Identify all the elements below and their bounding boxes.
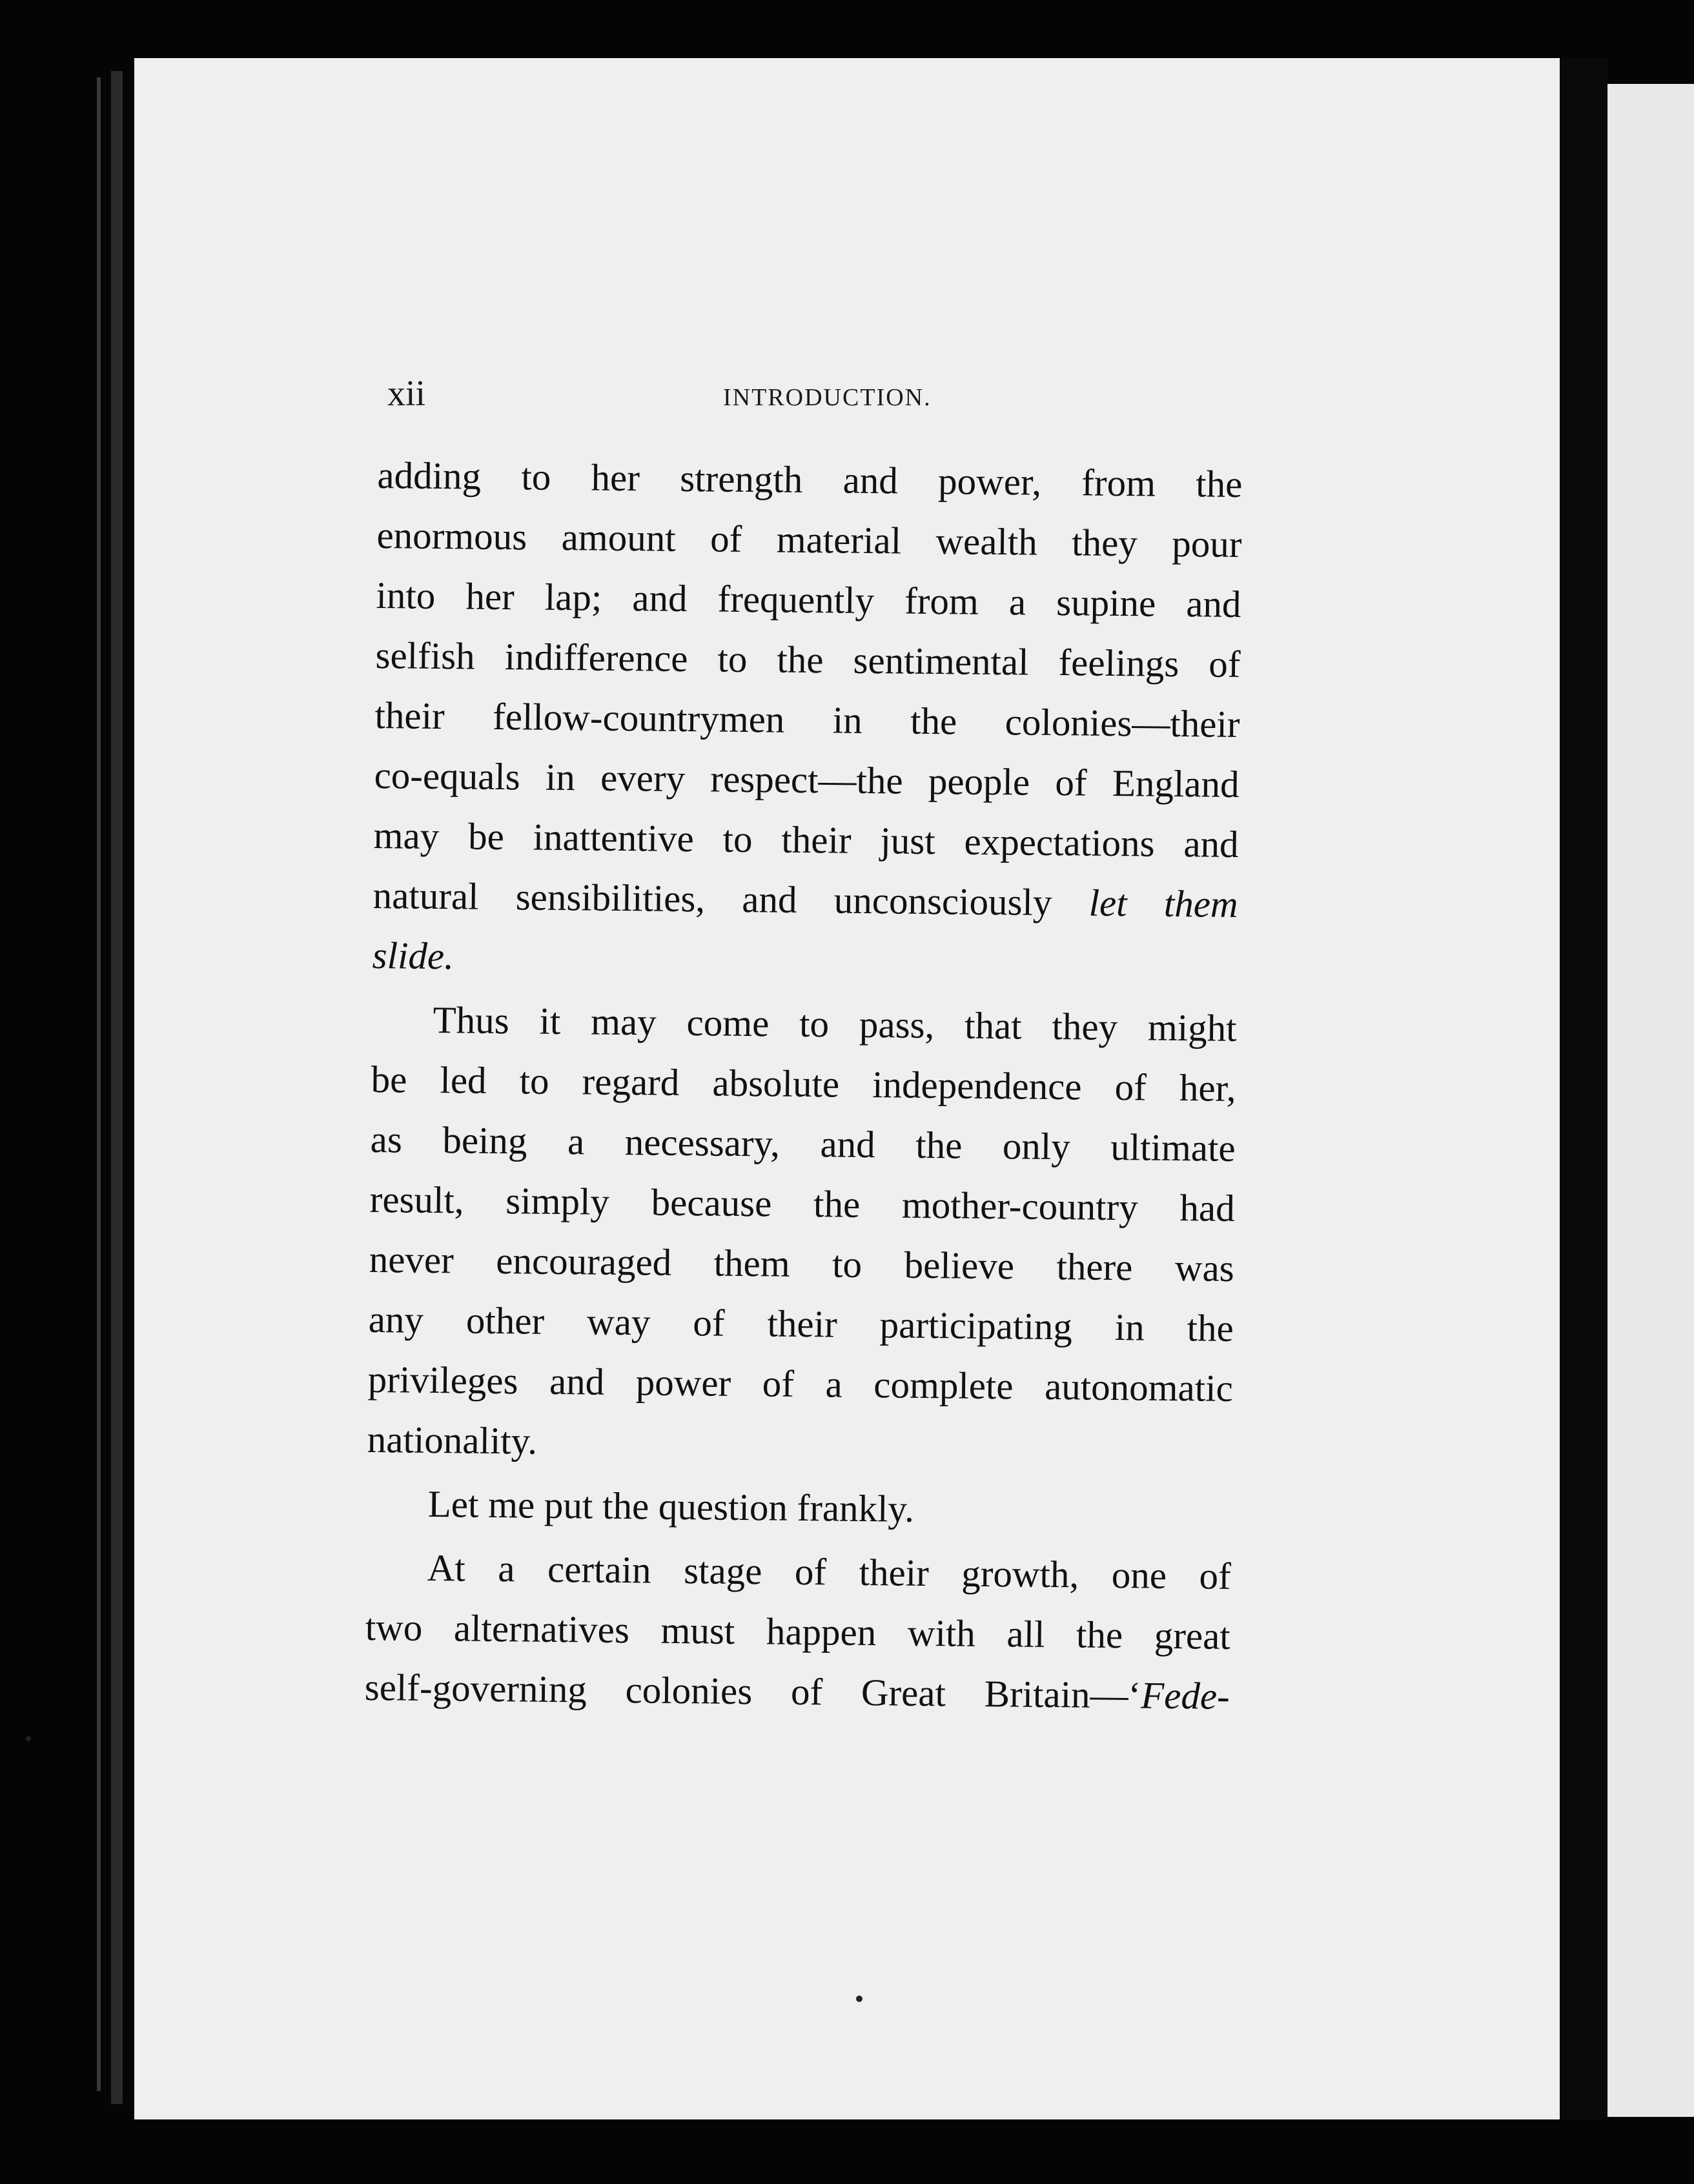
text-segment: natural sensibilities, and unconsciously: [372, 873, 1052, 924]
text-line: be led to regard absolute independence of her,: [371, 1057, 1236, 1109]
paragraph: [364, 1537, 1231, 1726]
text-line: co-equals in every respect—the people of England: [374, 753, 1240, 806]
text-line: adding to her strength and power, from the: [377, 453, 1243, 506]
text-segment: self-governing colonies of Great Britain—‘: [364, 1665, 1141, 1717]
paragraph: [372, 445, 1243, 995]
binding-edge: [111, 71, 123, 2104]
text-line: into her lap; and frequently from a supine and: [376, 573, 1241, 626]
running-head: INTRODUCTION.: [723, 384, 932, 411]
text-line: Thus it may come to pass, that they might: [433, 998, 1237, 1049]
text-line: [364, 1657, 1230, 1726]
text-line: nationality.: [367, 1417, 538, 1462]
page-header: [387, 368, 1252, 420]
gutter-shadow: [1560, 58, 1607, 2119]
text-line: At a certain stage of their growth, one of: [427, 1546, 1232, 1597]
italic-text: Fede-: [1140, 1673, 1230, 1717]
facing-page-edge: [1607, 84, 1694, 2117]
paragraph: [366, 1473, 1232, 1542]
binding-edge-line: [97, 77, 101, 2091]
text-line: [372, 865, 1238, 935]
italic-text: let them: [1088, 881, 1238, 925]
paragraph: [367, 989, 1237, 1479]
text-line: slide.: [372, 933, 454, 978]
text-line: never encouraged them to believe there was: [369, 1237, 1235, 1289]
text-line: result, simply because the mother-country had: [369, 1177, 1236, 1229]
text-line: two alternatives must happen with all the great: [365, 1605, 1231, 1657]
page-number: xii: [387, 374, 426, 414]
scan-speck: [26, 1736, 31, 1741]
text-line: may be inattentive to their just expectations and: [373, 813, 1239, 865]
text-line: as being a necessary, and the only ultimate: [370, 1117, 1236, 1169]
text-line: their fellow-countrymen in the colonies—their: [374, 693, 1240, 746]
text-line: any other way of their participating in the: [368, 1297, 1234, 1350]
scan-speck: [856, 1996, 862, 2002]
body-text: [364, 445, 1243, 1726]
text-line: Let me put the question frankly.: [427, 1482, 915, 1530]
text-line: selfish indifference to the sentimental feelings of: [375, 633, 1241, 686]
text-line: privileges and power of a complete autonomatic: [367, 1357, 1234, 1410]
text-line: enormous amount of material wealth they pour: [376, 513, 1242, 566]
